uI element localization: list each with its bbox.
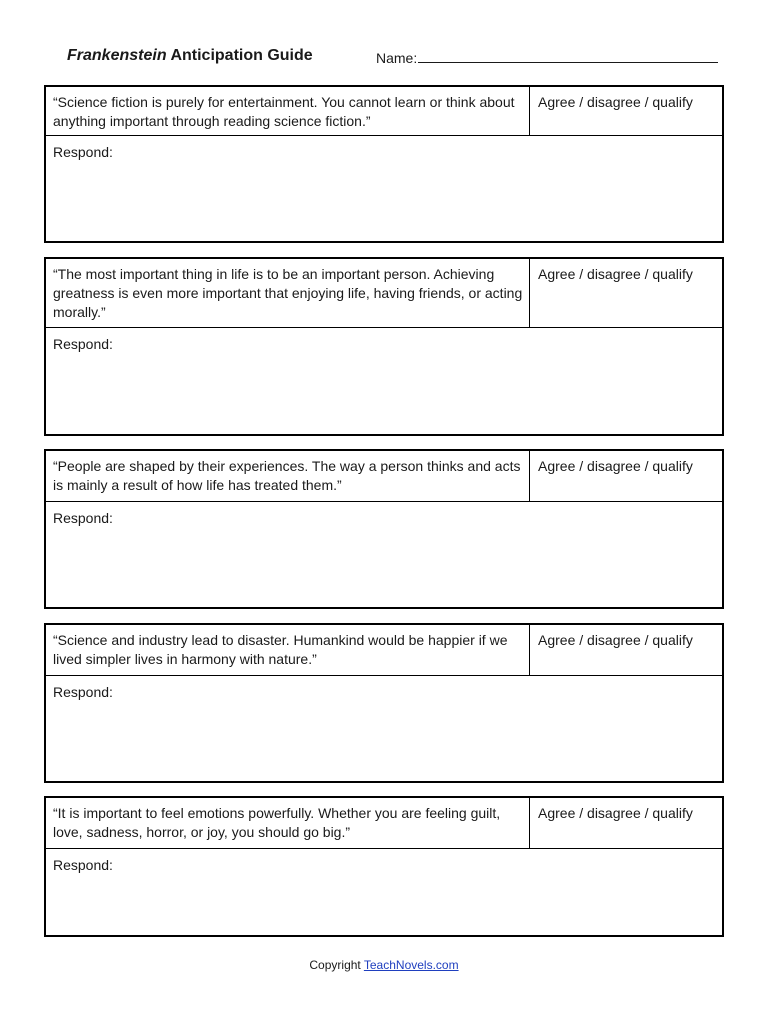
copyright-label: Copyright — [309, 958, 361, 972]
anticipation-item-2 — [44, 257, 724, 436]
anticipation-item-3 — [44, 449, 724, 609]
item-response-options: Agree / disagree / qualify — [538, 266, 693, 282]
item-statement: “It is important to feel emotions powerfully. Whether you are feeling guilt, love, sadness, horror, or joy, you should go big.” — [46, 798, 530, 848]
item-statement-row — [46, 625, 722, 676]
item-statement-row — [46, 259, 722, 328]
item-respond-area[interactable] — [46, 676, 722, 781]
item-statement: “Science and industry lead to disaster. Humankind would be happier if we lived simpler lives in harmony with nature.” — [46, 625, 530, 675]
anticipation-item-4 — [44, 623, 724, 783]
worksheet-header — [67, 46, 727, 70]
respond-label: Respond: — [53, 857, 113, 873]
respond-label: Respond: — [53, 510, 113, 526]
anticipation-item-5 — [44, 796, 724, 937]
item-response-options: Agree / disagree / qualify — [538, 94, 693, 110]
worksheet-title — [67, 47, 313, 65]
name-field — [376, 49, 718, 66]
item-statement: “Science fiction is purely for entertainment. You cannot learn or think about anything important through reading science fiction.” — [46, 87, 530, 135]
item-respond-area[interactable] — [46, 849, 722, 935]
item-respond-area[interactable] — [46, 328, 722, 434]
item-response-options: Agree / disagree / qualify — [538, 632, 693, 648]
item-response-options: Agree / disagree / qualify — [538, 458, 693, 474]
item-respond-area[interactable] — [46, 502, 722, 607]
item-statement: “The most important thing in life is to be an important person. Achieving greatness is even more important that enjoying life, having friends, or acting morally.” — [46, 259, 530, 327]
respond-label: Respond: — [53, 684, 113, 700]
footer — [0, 958, 768, 972]
item-response-options: Agree / disagree / qualify — [538, 805, 693, 821]
title-text: Anticipation Guide — [166, 47, 313, 64]
respond-label: Respond: — [53, 144, 113, 160]
item-respond-area[interactable] — [46, 136, 722, 241]
anticipation-item-1 — [44, 85, 724, 243]
item-statement-row — [46, 87, 722, 136]
item-statement-row — [46, 451, 722, 502]
respond-label: Respond: — [53, 336, 113, 352]
teachnovels-link[interactable]: TeachNovels.com — [363, 958, 459, 972]
name-label: Name: — [376, 50, 418, 66]
item-statement-row — [46, 798, 722, 849]
item-statement: “People are shaped by their experiences. The way a person thinks and acts is mainly a result of how life has treated them.” — [46, 451, 530, 501]
name-blank-line[interactable] — [418, 49, 718, 63]
title-book-name: Frankenstein — [67, 47, 167, 64]
